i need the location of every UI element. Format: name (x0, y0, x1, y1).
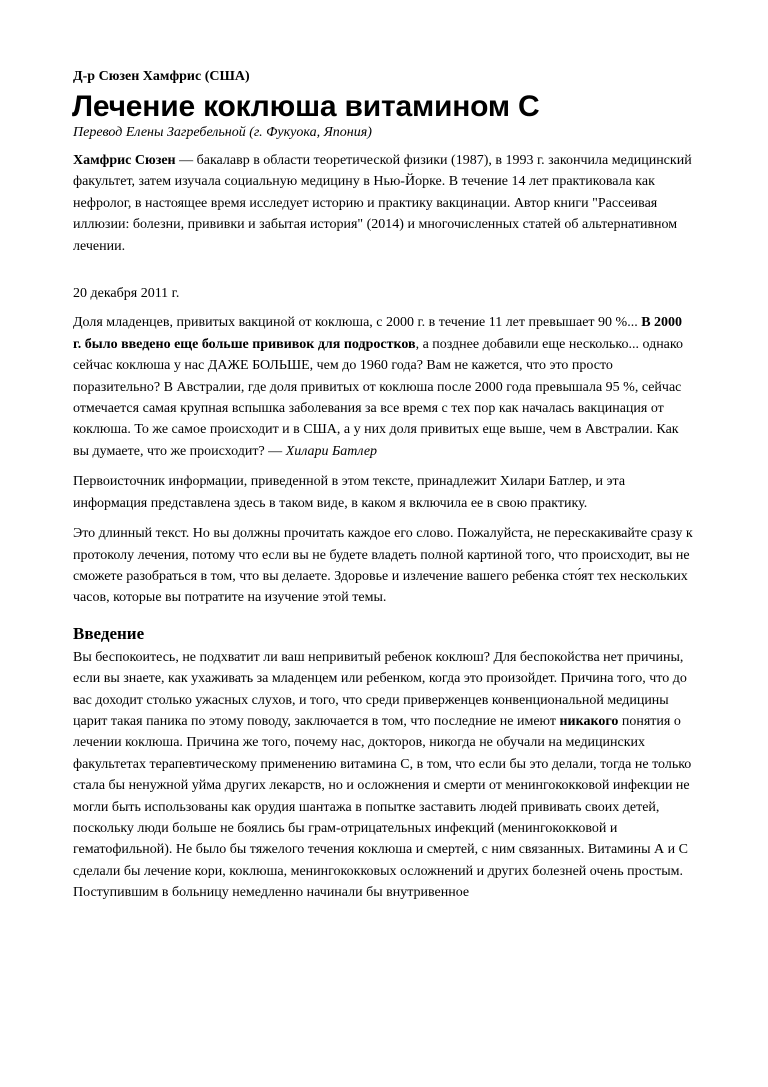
quote-bold-text: В 2000 г. было введено еще больше прививок для подростков (73, 315, 683, 352)
intro-bold-text: никакого (559, 713, 619, 729)
bio-text: — бакалавр в области теоретической физики (1987), в 1993 г. закончила медицинский факультет, затем изучала социальную медицину в Нью-Йорке. В течение 14 лет практиковала как нефролог, в настоящее время исследует историю и практику вакцинации. Автор книги "Рассеивая иллюзии: болезни, прививки и забытая история" (2014) и многочисленных статей об альтернативном лечении. (73, 153, 692, 254)
quote-text-part1: Доля младенцев, привитых вакциной от коклюша, с 2000 г. в течение 11 лет превышает 90 %... (73, 315, 642, 331)
author-line: Д-р Сюзен Хамфрис (США) (73, 69, 250, 84)
quote-text-part2: , а позднее добавили еще несколько... однако сейчас коклюша у нас ДАЖЕ БОЛЬШЕ, чем до 1960 года? Вам не кажется, что это просто поразительно? В Австралии, где доля привитых от коклюша после 2000 года превышала 95 %, сейчас отмечается самая крупная вспышка заболевания за все время с тех пор как началась вакцинация от коклюша. То же самое происходит и в США, а у них доля привитых еще выше, чем в Австралии. Как вы думаете, что же происходит? — (73, 336, 683, 459)
author-bio (73, 150, 693, 257)
translation-credit: Перевод Елены Загребельной (г. Фукуока, Япония) (73, 125, 372, 140)
introduction-paragraph (73, 647, 693, 904)
document-page (73, 68, 693, 913)
long-text-paragraph: Это длинный текст. Но вы должны прочитать каждое его слово. Пожалуйста, не перескакивайте сразу к протоколу лечения, потому что если вы не будете владеть полной картиной того, что происходит, вы не сможете разобраться в том, что вы делаете. Здоровье и излечение вашего ребенка сто́ят тех нескольких часов, которые вы потратите на изучение этой темы. (73, 526, 693, 606)
bio-author-name: Хамфрис Сюзен (73, 153, 176, 168)
quote-attribution: Хилари Батлер (285, 443, 378, 459)
section-heading-introduction: Введение (73, 623, 145, 643)
intro-text-part2: понятия о лечении коклюша. Причина же того, почему нас, докторов, никогда не обучали на медицинских факультетах терапевтическому применению витамина С, в том, что если бы это делали, тогда не только стала бы ненужной уйма других лекарств, но и осложнения и смерти от менингококковой инфекции не могли быть использованы как орудия шантажа в попытке заставить людей прививать своих детей, поскольку люди больше не боялись бы грам-отрицательных инфекций (менингококковой и гематофильной). Не было бы тяжелого течения коклюша и смертей, с ним связанных. Витамины А и С сделали бы лечение кори, коклюша, менингококковых осложнений и других болезней очень простым. Поступившим в больницу немедленно начинали бы внутривенное (73, 713, 692, 901)
quote-paragraph (73, 312, 693, 462)
source-paragraph: Первоисточник информации, приведенной в этом тексте, принадлежит Хилари Батлер, и эта информация представлена здесь в таком виде, в каком я включила ее в свою практику. (73, 474, 626, 511)
page-title: Лечение коклюша витамином С (72, 90, 540, 123)
intro-text-part1: Вы беспокоитесь, не подхватит ли ваш непривитый ребенок коклюш? Для беспокойства нет причины, если вы знаете, как ухаживать за младенцем или ребенком, когда это произойдет. Причина того, что до вас доходит столько ужасных слухов, и того, что среди приверженцев конвенциональной медицины царит такая паника по этому поводу, заключается в том, что последние не имеют (73, 649, 687, 729)
date-line: 20 декабря 2011 г. (73, 286, 180, 302)
